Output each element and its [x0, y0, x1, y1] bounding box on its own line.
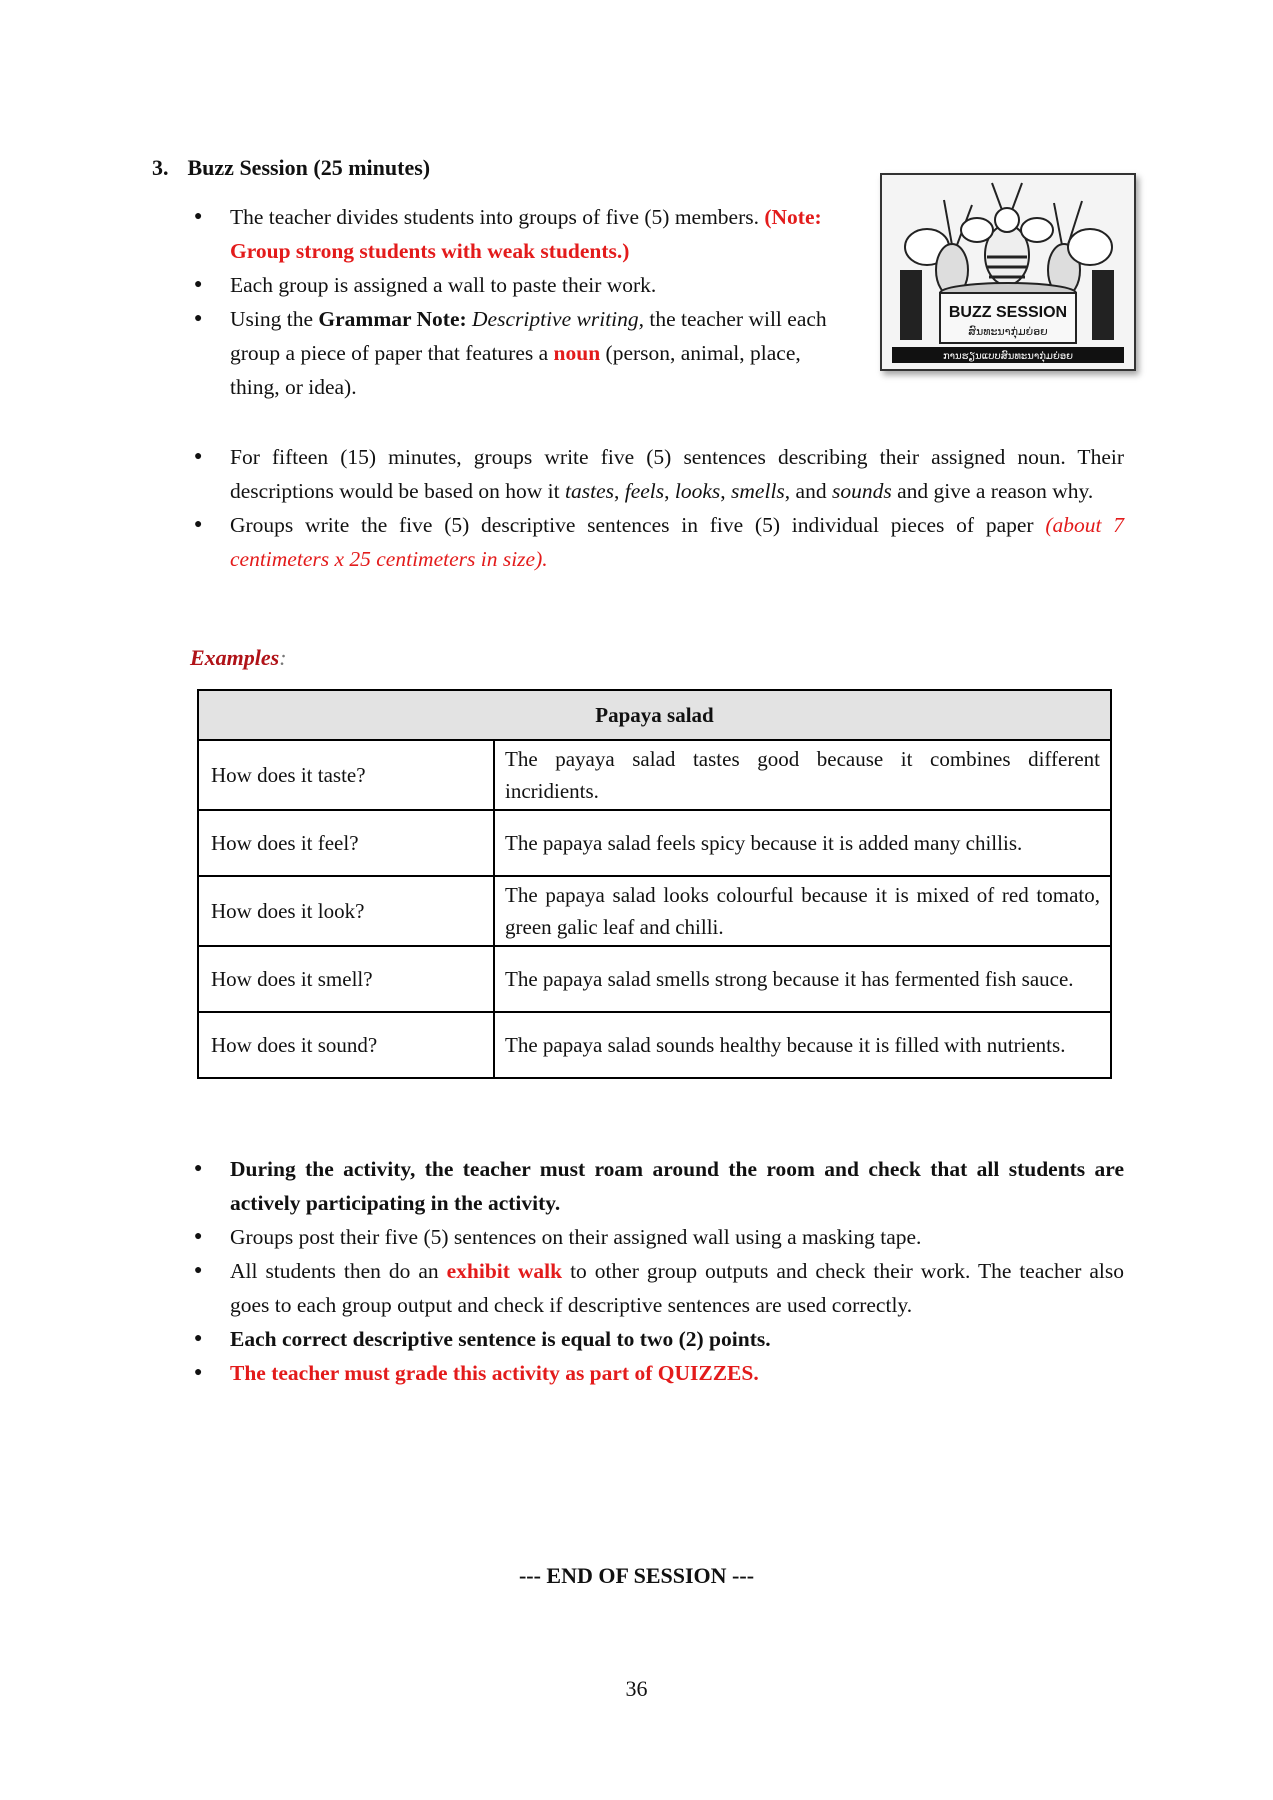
answer-cell: The payaya salad tastes good because it combines different incridients. [494, 740, 1111, 810]
list-item [194, 1322, 1124, 1356]
grammar-note-label: Grammar Note: [318, 307, 467, 331]
table-header: Papaya salad [198, 690, 1111, 740]
end-of-session-marker: --- END OF SESSION --- [518, 1563, 755, 1588]
group-note: (Note: Group strong students with weak students.) [230, 205, 822, 263]
item-text: For fifteen (15) minutes, groups write five (5) sentences describing their assigned noun. Their descriptions would be based on how it [230, 445, 1124, 503]
page-number: 36 [625, 1676, 648, 1701]
answer-cell: The papaya salad looks colourful because it is mixed of red tomato, green galic leaf and chilli. [494, 876, 1111, 946]
item-text: Using the [230, 307, 319, 331]
item-text: the teacher will each group a piece of paper that features a [230, 307, 827, 365]
table-row [198, 810, 1111, 876]
answer-cell: The papaya salad smells strong because it has fermented fish sauce. [494, 946, 1111, 1012]
list-item [194, 1254, 1124, 1322]
item-text: (person, animal, place, thing, or idea). [230, 341, 801, 399]
section-heading [152, 155, 430, 181]
list-item [194, 508, 1124, 576]
svg-text:ການຮຽນແບບສົນທະນາກຸ່ມຍ່ອຍ: ການຮຽນແບບສົນທະນາກຸ່ມຍ່ອຍ [942, 351, 1074, 362]
examples-text: Examples [190, 645, 280, 670]
sense-word: looks [674, 479, 721, 503]
list-item [194, 1152, 1124, 1220]
section-title: Buzz Session (25 minutes) [187, 155, 431, 180]
question-cell: How does it smell? [198, 946, 494, 1012]
quizzes-note: The teacher must grade this activity as part of QUIZZES. [230, 1361, 759, 1385]
item-text: The teacher divides students into groups of five (5) members. [230, 205, 765, 229]
sense-word: feels [624, 479, 665, 503]
table-row [198, 876, 1111, 946]
examples-colon: : [279, 645, 287, 670]
list-item [194, 1220, 1124, 1254]
examples-table [197, 689, 1112, 1079]
examples-label [190, 645, 287, 671]
instruction-list-top [194, 200, 844, 404]
sense-word: sounds [831, 479, 892, 503]
list-item [194, 200, 844, 268]
section-number: 3. [152, 155, 169, 180]
item-text: and give a reason why. [891, 479, 1094, 503]
paper-size-note: (about 7 centimeters x 25 centimeters in size). [230, 513, 1124, 571]
list-item [194, 1356, 1124, 1390]
instruction-list-bottom [194, 1152, 1124, 1390]
item-text: Groups write the five (5) descriptive sentences in five (5) individual pieces of paper [230, 513, 1046, 537]
item-text: to other group outputs and check their work. The teacher also goes to each group output and check if descriptive sentences are used correctly. [230, 1259, 1124, 1317]
item-text: All students then do an [230, 1259, 447, 1283]
list-item [194, 302, 844, 404]
item-text: During the activity, the teacher must roam around the room and check that all students are actively participating in the activity. [230, 1157, 1124, 1215]
item-text: Groups post their five (5) sentences on their assigned wall using a masking tape. [230, 1225, 922, 1249]
exhibit-walk-keyword: exhibit walk [446, 1259, 563, 1283]
item-text: Each group is assigned a wall to paste their work. [230, 273, 657, 297]
noun-keyword: noun [553, 341, 601, 365]
item-text: Each correct descriptive sentence is equal to two (2) points. [230, 1327, 771, 1351]
svg-text:BUZZ SESSION: BUZZ SESSION [948, 304, 1068, 321]
question-cell: How does it sound? [198, 1012, 494, 1078]
instruction-list-middle [194, 440, 1124, 576]
svg-text:ສົນທະນາກຸ່ມຍ່ອຍ: ສົນທະນາກຸ່ມຍ່ອຍ [968, 325, 1048, 338]
table-row [198, 740, 1111, 810]
list-item [194, 268, 844, 302]
answer-cell: The papaya salad sounds healthy because it is filled with nutrients. [494, 1012, 1111, 1078]
table-row [198, 946, 1111, 1012]
table-header-row [198, 690, 1111, 740]
sense-word: tastes [565, 479, 614, 503]
table-row [198, 1012, 1111, 1078]
descriptive-writing-term: Descriptive writing, [466, 307, 645, 331]
answer-cell: The papaya salad feels spicy because it is added many chillis. [494, 810, 1111, 876]
question-cell: How does it taste? [198, 740, 494, 810]
sense-word: smells [731, 479, 785, 503]
buzz-session-illustration-icon [880, 173, 1136, 371]
list-item: ● For fifteen (15) minutes, groups write five (5) sentences describing their assigned noun. Their descriptions would be based on how it tastes, feels, looks, smells, and sounds and give a reason why. [194, 440, 1124, 508]
question-cell: How does it feel? [198, 810, 494, 876]
question-cell: How does it look? [198, 876, 494, 946]
